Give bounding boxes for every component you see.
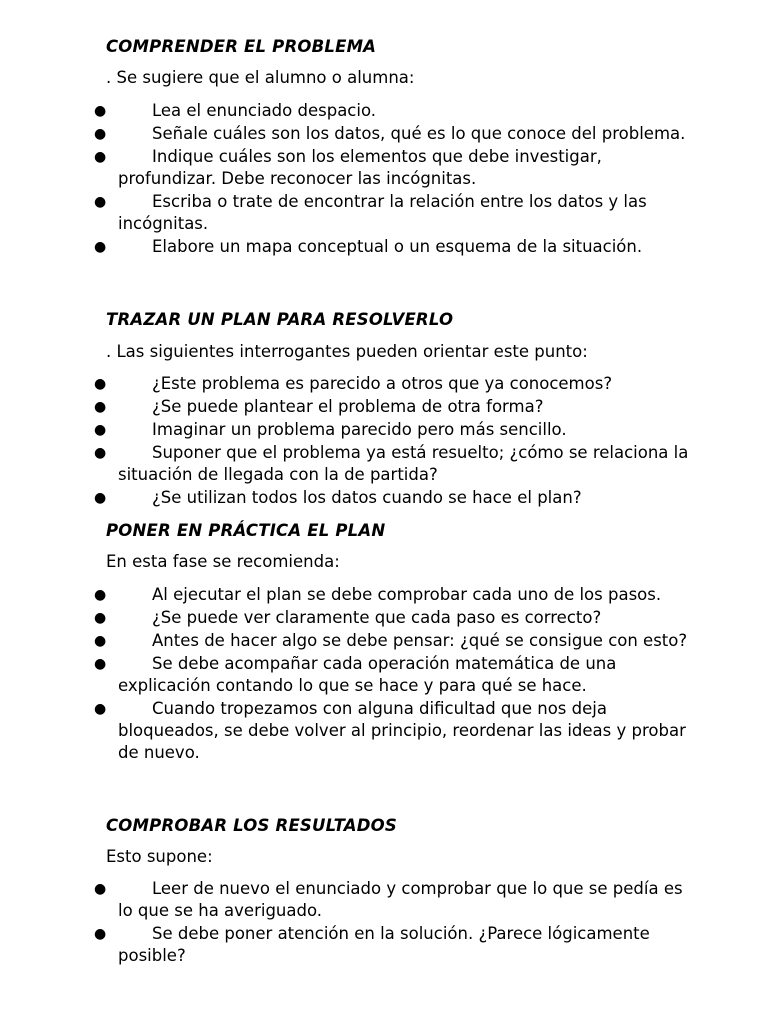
- list-item: ● ¿Se utilizan todos los datos cuando se hace el plan?: [94, 488, 582, 507]
- list-item: ● ¿Este problema es parecido a otros que ya conocemos?: [94, 374, 613, 393]
- section-heading-comprobar: COMPROBAR LOS RESULTADOS: [106, 816, 397, 835]
- list-item: ● Elabore un mapa conceptual o un esquema de la situación.: [94, 237, 643, 256]
- bullet-icon: ●: [94, 126, 107, 142]
- list-item: ● Lea el enunciado despacio.: [94, 101, 377, 120]
- section-intro-comprobar: Esto supone:: [106, 847, 213, 866]
- list-item: ● ¿Se puede ver claramente que cada paso es correcto?: [94, 608, 602, 627]
- bullet-icon: ●: [94, 239, 107, 255]
- section-heading-comprender: COMPRENDER EL PROBLEMA: [106, 37, 377, 56]
- bullet-icon: ●: [94, 103, 107, 119]
- bullet-icon: ●: [94, 422, 107, 438]
- list-item: ● Al ejecutar el plan se debe comprobar cada uno de los pasos.: [94, 585, 662, 604]
- list-item: ● Escriba o trate de encontrar la relación entre los datos y las incógnitas.: [94, 192, 647, 233]
- section-intro-comprender: . Se sugiere que el alumno o alumna:: [106, 68, 415, 87]
- bullet-list-comprender: [0, 100, 700, 259]
- list-item: ● Se debe acompañar cada operación matemática de una explicación contando lo que se hace y para qué se hace.: [94, 654, 617, 695]
- section-heading-trazar: TRAZAR UN PLAN PARA RESOLVERLO: [106, 310, 454, 329]
- bullet-icon: ●: [94, 926, 107, 942]
- bullet-icon: ●: [94, 701, 107, 717]
- list-item: ● Señale cuáles son los datos, qué es lo que conoce del problema.: [94, 124, 686, 143]
- list-item: ● Antes de hacer algo se debe pensar: ¿qué se consigue con esto?: [94, 631, 688, 650]
- bullet-list-poner: [0, 584, 700, 765]
- bullet-list-comprobar: [0, 878, 700, 968]
- section-heading-poner: PONER EN PRÁCTICA EL PLAN: [106, 521, 386, 540]
- bullet-icon: ●: [94, 376, 107, 392]
- list-item: ● Indique cuáles son los elementos que debe investigar, profundizar. Debe reconocer las incógnitas.: [94, 147, 602, 188]
- list-item: ● ¿Se puede plantear el problema de otra forma?: [94, 397, 544, 416]
- list-item: ● Cuando tropezamos con alguna dificultad que nos deja bloqueados, se debe volver al principio, reordenar las ideas y probar de nuevo.: [94, 699, 686, 762]
- bullet-icon: ●: [94, 881, 107, 897]
- section-intro-poner: En esta fase se recomienda:: [106, 552, 340, 571]
- bullet-icon: ●: [94, 149, 107, 165]
- list-item: ● Leer de nuevo el enunciado y comprobar que lo que se pedía es lo que se ha averiguado.: [94, 879, 683, 920]
- bullet-icon: ●: [94, 490, 107, 506]
- section-intro-trazar: . Las siguientes interrogantes pueden orientar este punto:: [106, 342, 588, 361]
- bullet-icon: ●: [94, 587, 107, 603]
- bullet-icon: ●: [94, 610, 107, 626]
- bullet-icon: ●: [94, 656, 107, 672]
- bullet-icon: ●: [94, 633, 107, 649]
- list-item: ● Imaginar un problema parecido pero más sencillo.: [94, 420, 567, 439]
- bullet-icon: ●: [94, 399, 107, 415]
- bullet-icon: ●: [94, 194, 107, 210]
- bullet-list-trazar: [0, 373, 700, 510]
- list-item: ● Se debe poner atención en la solución. ¿Parece lógicamente posible?: [94, 924, 650, 965]
- bullet-icon: ●: [94, 445, 107, 461]
- list-item: ● Suponer que el problema ya está resuelto; ¿cómo se relaciona la situación de llegada con la de partida?: [94, 443, 689, 484]
